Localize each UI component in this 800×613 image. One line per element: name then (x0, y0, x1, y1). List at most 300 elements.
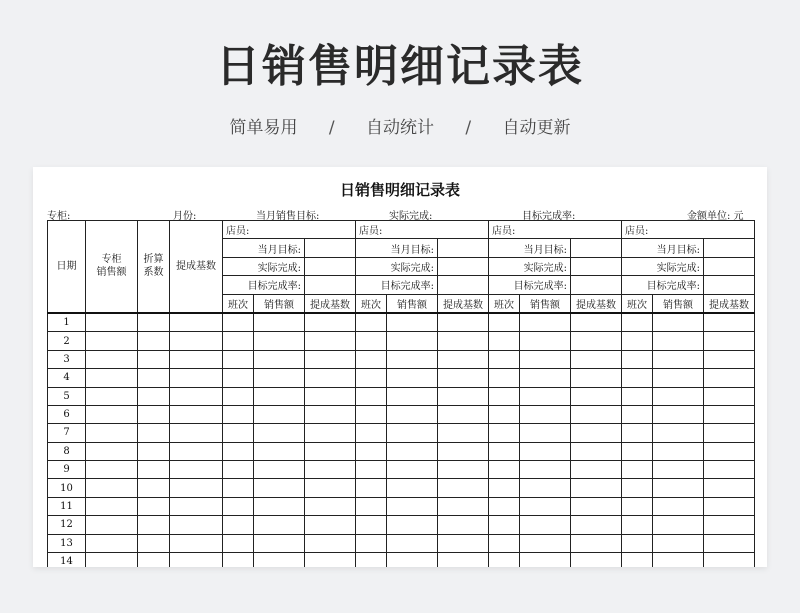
clerk-4-target-rate: 目标完成率: (622, 276, 704, 294)
table-cell[interactable] (254, 442, 305, 460)
table-cell[interactable] (489, 405, 520, 423)
table-cell[interactable] (653, 369, 704, 387)
table-cell[interactable] (254, 461, 305, 479)
table-cell[interactable] (653, 313, 704, 332)
table-cell[interactable] (489, 332, 520, 350)
table-cell[interactable] (438, 516, 489, 534)
table-cell[interactable] (138, 442, 170, 460)
table-cell[interactable] (86, 405, 138, 423)
clerk-3-shift-header: 班次 (489, 294, 520, 313)
table-cell[interactable] (653, 405, 704, 423)
table-cell[interactable] (438, 424, 489, 442)
table-cell[interactable] (653, 553, 704, 567)
table-cell[interactable] (571, 497, 622, 515)
table-cell[interactable] (489, 387, 520, 405)
table-cell[interactable] (138, 534, 170, 552)
page-title: 日销售明细记录表 (216, 41, 584, 92)
table-cell[interactable] (704, 461, 755, 479)
table-cell[interactable] (387, 516, 438, 534)
table-cell[interactable] (387, 369, 438, 387)
table-cell[interactable] (254, 479, 305, 497)
clerk-3-sales-header: 销售额 (520, 294, 571, 313)
table-row (48, 424, 755, 442)
table-cell[interactable] (520, 405, 571, 423)
clerk-2-sales-header: 销售额 (387, 294, 438, 313)
table-cell[interactable] (86, 424, 138, 442)
table-cell[interactable] (170, 497, 223, 515)
table-cell[interactable] (438, 461, 489, 479)
table-cell[interactable] (387, 461, 438, 479)
clerk-2-monthly-target: 当月目标: (356, 239, 438, 257)
row-date-cell: 10 (48, 479, 86, 497)
table-cell[interactable] (520, 350, 571, 368)
table-cell[interactable] (622, 387, 653, 405)
table-cell[interactable] (387, 332, 438, 350)
table-cell[interactable] (571, 516, 622, 534)
table-cell[interactable] (438, 405, 489, 423)
table-cell[interactable] (170, 479, 223, 497)
table-cell[interactable] (254, 405, 305, 423)
header-date: 日期 (48, 221, 86, 313)
table-cell[interactable] (438, 553, 489, 567)
table-cell[interactable] (86, 534, 138, 552)
row-date-cell: 8 (48, 442, 86, 460)
clerk-1-shift-header: 班次 (223, 294, 254, 313)
table-cell[interactable] (520, 553, 571, 567)
table-cell[interactable] (438, 442, 489, 460)
table-cell[interactable] (387, 534, 438, 552)
clerk-2-shift-header: 班次 (356, 294, 387, 313)
table-cell[interactable] (138, 553, 170, 567)
row-date-cell: 7 (48, 424, 86, 442)
table-cell[interactable] (223, 442, 254, 460)
clerk-2-actual-value (438, 257, 489, 275)
table-cell[interactable] (622, 553, 653, 567)
table-cell[interactable] (704, 424, 755, 442)
row-date-cell: 2 (48, 332, 86, 350)
table-cell[interactable] (622, 497, 653, 515)
table-cell[interactable] (170, 332, 223, 350)
table-cell[interactable] (489, 497, 520, 515)
table-cell[interactable] (254, 516, 305, 534)
table-cell[interactable] (489, 313, 520, 332)
table-cell[interactable] (356, 534, 387, 552)
table-row (48, 461, 755, 479)
table-cell[interactable] (520, 369, 571, 387)
table-cell[interactable] (571, 313, 622, 332)
table-cell[interactable] (489, 461, 520, 479)
row-date-cell: 1 (48, 313, 86, 332)
table-cell[interactable] (704, 313, 755, 332)
clerk-2-monthly-target-value (438, 239, 489, 257)
table-cell[interactable] (704, 516, 755, 534)
table-cell[interactable] (138, 369, 170, 387)
table-cell[interactable] (653, 424, 704, 442)
table-cell[interactable] (170, 387, 223, 405)
header-counter-sales (86, 221, 138, 313)
table-cell[interactable] (520, 497, 571, 515)
table-row (48, 553, 755, 567)
table-cell[interactable] (571, 369, 622, 387)
table-cell[interactable] (305, 387, 356, 405)
table-cell[interactable] (520, 516, 571, 534)
table-cell[interactable] (138, 424, 170, 442)
table-cell[interactable] (170, 553, 223, 567)
table-cell[interactable] (138, 405, 170, 423)
table-cell[interactable] (356, 497, 387, 515)
table-cell[interactable] (170, 350, 223, 368)
table-cell[interactable] (387, 553, 438, 567)
table-cell[interactable] (223, 479, 254, 497)
sales-table (47, 220, 755, 567)
table-cell[interactable] (254, 350, 305, 368)
row-date-cell: 3 (48, 350, 86, 368)
table-cell[interactable] (223, 369, 254, 387)
table-cell[interactable] (438, 497, 489, 515)
tagline-separator: / (465, 118, 472, 138)
table-cell[interactable] (138, 313, 170, 332)
table-cell[interactable] (356, 516, 387, 534)
table-cell[interactable] (86, 332, 138, 350)
table-cell[interactable] (170, 516, 223, 534)
table-cell[interactable] (622, 461, 653, 479)
table-cell[interactable] (356, 332, 387, 350)
table-cell[interactable] (223, 461, 254, 479)
table-cell[interactable] (387, 350, 438, 368)
row-date-cell: 4 (48, 369, 86, 387)
table-cell[interactable] (653, 387, 704, 405)
meta-monthly-target: 当月销售目标: (256, 211, 320, 222)
clerk-2-target-rate-value (438, 276, 489, 294)
table-cell[interactable] (170, 313, 223, 332)
table-row (48, 350, 755, 368)
table-cell[interactable] (223, 497, 254, 515)
table-cell[interactable] (86, 442, 138, 460)
table-cell[interactable] (86, 313, 138, 332)
table-cell[interactable] (305, 497, 356, 515)
clerk-3-target-rate-value (571, 276, 622, 294)
clerk-2-target-rate: 目标完成率: (356, 276, 438, 294)
table-cell[interactable] (356, 313, 387, 332)
table-cell[interactable] (653, 332, 704, 350)
table-cell[interactable] (170, 424, 223, 442)
table-cell[interactable] (223, 350, 254, 368)
table-cell[interactable] (489, 516, 520, 534)
table-cell[interactable] (305, 442, 356, 460)
table-cell[interactable] (438, 350, 489, 368)
table-cell[interactable] (356, 387, 387, 405)
table-cell[interactable] (438, 332, 489, 350)
table-cell[interactable] (138, 387, 170, 405)
table-cell[interactable] (622, 479, 653, 497)
table-cell[interactable] (520, 387, 571, 405)
clerk-4-label: 店员: (622, 221, 755, 239)
meta-unit: 金额单位: 元 (687, 211, 744, 222)
header-discount-coef-text: 折算 系数 (143, 254, 164, 279)
table-cell[interactable] (138, 332, 170, 350)
clerk-1-monthly-target: 当月目标: (223, 239, 305, 257)
clerk-4-monthly-target-value (704, 239, 755, 257)
clerk-3-target-rate: 目标完成率: (489, 276, 571, 294)
table-cell[interactable] (622, 332, 653, 350)
clerk-3-monthly-target: 当月目标: (489, 239, 571, 257)
table-cell[interactable] (387, 479, 438, 497)
table-cell[interactable] (138, 350, 170, 368)
table-cell[interactable] (489, 369, 520, 387)
clerk-1-target-rate-value (305, 276, 356, 294)
table-cell[interactable] (170, 534, 223, 552)
spreadsheet-preview (33, 167, 767, 567)
meta-actual: 实际完成: (389, 211, 433, 222)
clerk-4-commission-header: 提成基数 (704, 294, 755, 313)
table-cell[interactable] (86, 497, 138, 515)
clerk-4-sales-header: 销售额 (653, 294, 704, 313)
table-cell[interactable] (254, 424, 305, 442)
table-cell[interactable] (138, 497, 170, 515)
clerk-2-label: 店员: (356, 221, 489, 239)
table-cell[interactable] (86, 516, 138, 534)
meta-counter: 专柜: (47, 211, 71, 222)
clerk-1-monthly-target-value (305, 239, 356, 257)
table-cell[interactable] (305, 424, 356, 442)
sheet-title: 日销售明细记录表 (339, 181, 460, 199)
table-cell[interactable] (622, 442, 653, 460)
table-cell[interactable] (520, 332, 571, 350)
table-cell[interactable] (86, 369, 138, 387)
table-cell[interactable] (704, 497, 755, 515)
table-cell[interactable] (622, 516, 653, 534)
row-date-cell: 5 (48, 387, 86, 405)
table-cell[interactable] (520, 424, 571, 442)
table-cell[interactable] (489, 442, 520, 460)
clerk-3-label: 店员: (489, 221, 622, 239)
table-cell[interactable] (438, 534, 489, 552)
clerk-1-actual: 实际完成: (223, 257, 305, 275)
table-cell[interactable] (571, 553, 622, 567)
table-cell[interactable] (356, 405, 387, 423)
table-row (48, 332, 755, 350)
clerk-1-sales-header: 销售额 (254, 294, 305, 313)
table-cell[interactable] (356, 553, 387, 567)
table-cell[interactable] (254, 534, 305, 552)
table-cell[interactable] (305, 516, 356, 534)
clerk-3-actual-value (571, 257, 622, 275)
clerk-4-shift-header: 班次 (622, 294, 653, 313)
tagline-auto-stats: 自动统计 (366, 118, 434, 138)
table-cell[interactable] (86, 461, 138, 479)
table-cell[interactable] (704, 369, 755, 387)
table-cell[interactable] (653, 479, 704, 497)
table-cell[interactable] (305, 461, 356, 479)
row-date-cell: 12 (48, 516, 86, 534)
table-cell[interactable] (387, 424, 438, 442)
table-cell[interactable] (305, 479, 356, 497)
tagline-easy: 简单易用 (229, 118, 298, 138)
table-cell[interactable] (254, 553, 305, 567)
table-cell[interactable] (170, 369, 223, 387)
table-row (48, 405, 755, 423)
table-cell[interactable] (305, 553, 356, 567)
table-cell[interactable] (622, 313, 653, 332)
row-date-cell: 13 (48, 534, 86, 552)
table-cell[interactable] (356, 424, 387, 442)
table-cell[interactable] (653, 350, 704, 368)
table-cell[interactable] (356, 369, 387, 387)
table-cell[interactable] (223, 332, 254, 350)
table-cell[interactable] (571, 479, 622, 497)
table-row (48, 516, 755, 534)
table-cell[interactable] (387, 405, 438, 423)
row-date-cell: 14 (48, 553, 86, 567)
table-cell[interactable] (520, 461, 571, 479)
table-cell[interactable] (305, 369, 356, 387)
table-cell[interactable] (571, 405, 622, 423)
table-cell[interactable] (86, 553, 138, 567)
table-cell[interactable] (254, 369, 305, 387)
table-cell[interactable] (704, 553, 755, 567)
table-cell[interactable] (223, 553, 254, 567)
table-cell[interactable] (520, 313, 571, 332)
table-row (48, 497, 755, 515)
clerk-3-actual: 实际完成: (489, 257, 571, 275)
table-cell[interactable] (356, 479, 387, 497)
table-cell[interactable] (138, 516, 170, 534)
table-row (48, 534, 755, 552)
clerk-3-monthly-target-value (571, 239, 622, 257)
table-cell[interactable] (305, 313, 356, 332)
clerk-4-monthly-target: 当月目标: (622, 239, 704, 257)
clerk-1-target-rate: 目标完成率: (223, 276, 305, 294)
table-cell[interactable] (223, 534, 254, 552)
table-cell[interactable] (254, 332, 305, 350)
table-cell[interactable] (254, 497, 305, 515)
table-row (48, 369, 755, 387)
table-cell[interactable] (305, 332, 356, 350)
table-cell[interactable] (571, 534, 622, 552)
clerk-4-target-rate-value (704, 276, 755, 294)
table-cell[interactable] (387, 313, 438, 332)
table-cell[interactable] (571, 350, 622, 368)
header-discount-coef (138, 221, 170, 313)
table-cell[interactable] (138, 461, 170, 479)
table-cell[interactable] (254, 313, 305, 332)
table-cell[interactable] (356, 461, 387, 479)
table-cell[interactable] (520, 479, 571, 497)
table-cell[interactable] (223, 313, 254, 332)
clerk-4-actual-value (704, 257, 755, 275)
table-cell[interactable] (387, 497, 438, 515)
table-cell[interactable] (489, 553, 520, 567)
table-cell[interactable] (170, 442, 223, 460)
table-cell[interactable] (704, 332, 755, 350)
table-cell[interactable] (356, 350, 387, 368)
table-cell[interactable] (704, 534, 755, 552)
table-cell[interactable] (223, 516, 254, 534)
clerk-4-actual: 实际完成: (622, 257, 704, 275)
taglines (0, 113, 800, 138)
clerk-3-commission-header: 提成基数 (571, 294, 622, 313)
table-cell[interactable] (86, 350, 138, 368)
table-cell[interactable] (622, 369, 653, 387)
row-date-cell: 9 (48, 461, 86, 479)
table-cell[interactable] (571, 424, 622, 442)
table-cell[interactable] (438, 479, 489, 497)
clerk-2-commission-header: 提成基数 (438, 294, 489, 313)
table-cell[interactable] (223, 387, 254, 405)
table-cell[interactable] (704, 350, 755, 368)
table-cell[interactable] (571, 332, 622, 350)
table-cell[interactable] (622, 405, 653, 423)
table-cell[interactable] (170, 405, 223, 423)
table-cell[interactable] (622, 534, 653, 552)
table-cell[interactable] (170, 461, 223, 479)
table-cell[interactable] (622, 424, 653, 442)
table-cell[interactable] (387, 387, 438, 405)
tagline-auto-update: 自动更新 (502, 118, 571, 138)
table-cell[interactable] (138, 479, 170, 497)
table-cell[interactable] (438, 369, 489, 387)
table-row (48, 387, 755, 405)
table-cell[interactable] (305, 534, 356, 552)
table-cell[interactable] (489, 424, 520, 442)
table-cell[interactable] (571, 442, 622, 460)
table-cell[interactable] (356, 442, 387, 460)
clerk-1-actual-value (305, 257, 356, 275)
table-cell[interactable] (489, 534, 520, 552)
table-cell[interactable] (305, 405, 356, 423)
meta-month: 月份: (173, 211, 197, 222)
table-cell[interactable] (489, 479, 520, 497)
header-commission-base: 提成基数 (170, 221, 223, 313)
table-cell[interactable] (653, 516, 704, 534)
table-cell[interactable] (653, 534, 704, 552)
row-date-cell: 11 (48, 497, 86, 515)
table-cell[interactable] (704, 442, 755, 460)
table-cell[interactable] (223, 405, 254, 423)
table-cell[interactable] (704, 405, 755, 423)
table-cell[interactable] (571, 387, 622, 405)
table-cell[interactable] (704, 387, 755, 405)
table-cell[interactable] (86, 387, 138, 405)
table-cell[interactable] (622, 350, 653, 368)
table-cell[interactable] (653, 497, 704, 515)
table-cell[interactable] (520, 534, 571, 552)
clerk-1-label: 店员: (223, 221, 356, 239)
table-cell[interactable] (571, 461, 622, 479)
clerk-2-actual: 实际完成: (356, 257, 438, 275)
table-cell[interactable] (438, 387, 489, 405)
meta-target-rate: 目标完成率: (522, 211, 576, 222)
row-date-cell: 6 (48, 405, 86, 423)
table-row (48, 313, 755, 332)
header-counter-sales-text: 专柜 销售额 (96, 254, 127, 279)
table-row (48, 442, 755, 460)
table-row (48, 479, 755, 497)
table-cell[interactable] (254, 387, 305, 405)
table-cell[interactable] (704, 479, 755, 497)
table-cell[interactable] (520, 442, 571, 460)
table-cell[interactable] (86, 479, 138, 497)
table-cell[interactable] (305, 350, 356, 368)
table-cell[interactable] (438, 313, 489, 332)
table-cell[interactable] (653, 461, 704, 479)
table-cell[interactable] (223, 424, 254, 442)
table-cell[interactable] (387, 442, 438, 460)
tagline-separator: / (328, 118, 335, 138)
table-cell[interactable] (489, 350, 520, 368)
clerk-1-commission-header: 提成基数 (305, 294, 356, 313)
table-cell[interactable] (653, 442, 704, 460)
